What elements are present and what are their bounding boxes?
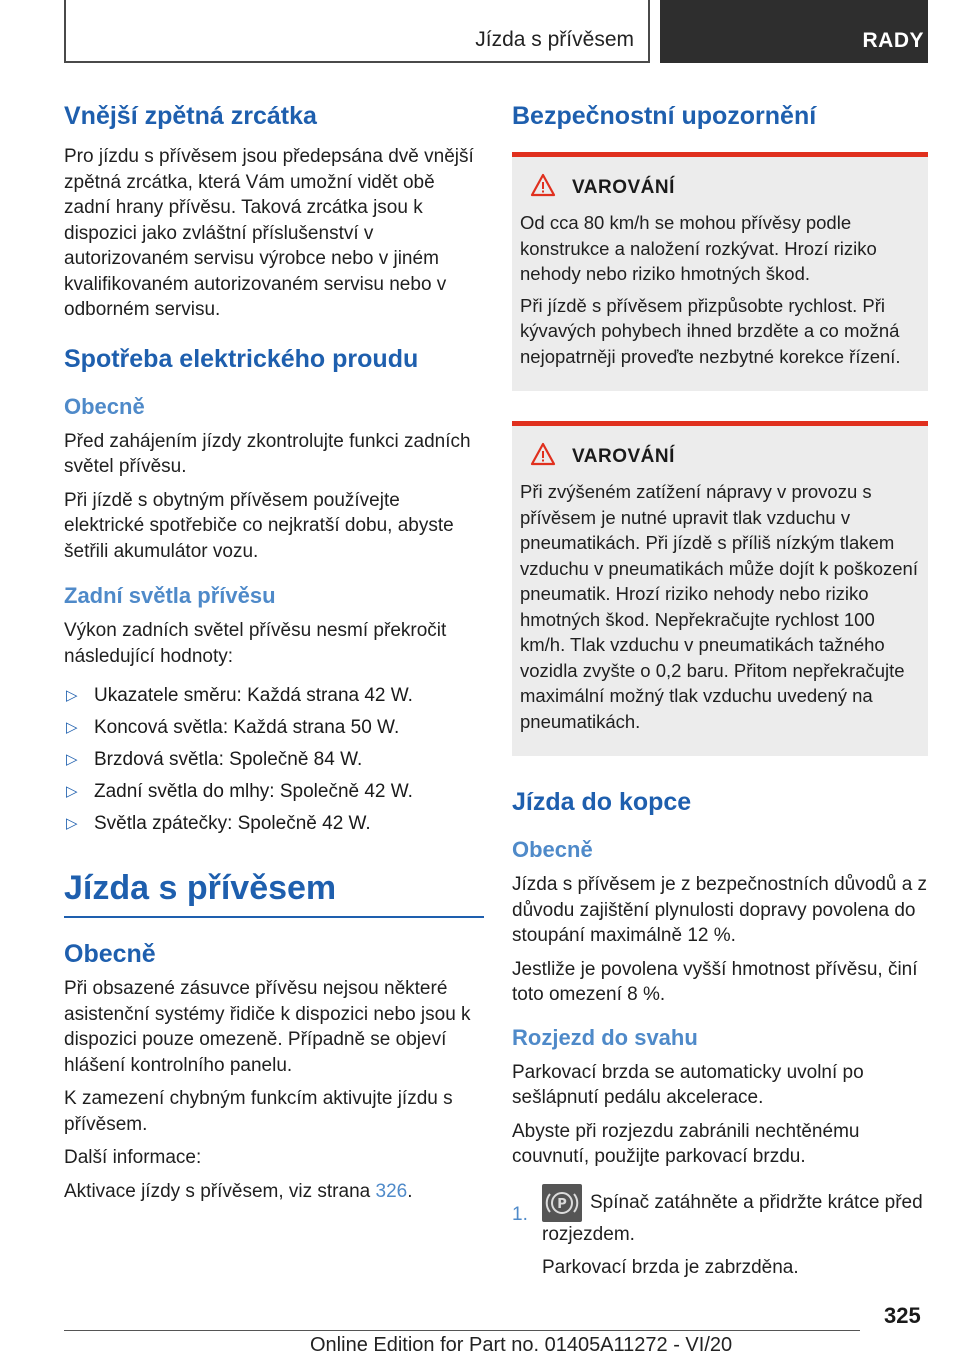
trailer-heading-block xyxy=(64,866,484,918)
header-frame xyxy=(64,0,650,63)
power-general-heading: Obecně xyxy=(64,393,145,419)
page-reference-link[interactable]: 326 xyxy=(375,1180,408,1202)
warning-label: VAROVÁNÍ xyxy=(572,176,675,198)
mirrors-heading: Vnější zpětná zrcátka xyxy=(64,102,317,130)
slope-paragraph-2: Abyste při rozjezdu zabránili nechtěnému couvnutí, použijte parkovací brzdu. xyxy=(512,1120,860,1167)
warning-box-1 xyxy=(512,152,928,391)
warning-header xyxy=(520,173,920,202)
triangle-bullet-icon: ▷ xyxy=(66,751,78,768)
step-instruction: P Spínač zatáhněte a přidržte krátce před rozjezdem. xyxy=(542,1184,928,1248)
header-title: Jízda s přívěsem xyxy=(475,28,634,51)
trailer-general-heading: Obecně xyxy=(64,940,156,968)
power-paragraph-2: Při jízdě s obytným přívěsem používejte elektrické spotřebiče co nejkratší dobu, abyste šetřili akumulátor vozu. xyxy=(64,489,454,562)
lights-heading: Zadní světla přívěsu xyxy=(64,583,276,608)
step-1 xyxy=(512,1184,928,1281)
slope-paragraph-1: Parkovací brzda se automaticky uvolní po sešlápnutí pedálu akcelerace. xyxy=(512,1061,864,1108)
warning-2-paragraph-1: Při zvýšeném zatížení nápravy v provozu s přívěsem je nutné upravit tlak vzduchu v pneumatikách. Při jízdě s příliš nízkým tlakem vzduchu v pneumatikách může dojít k poškození pneumatik. Hrozí riziko nehody nebo riziko hmotných škod. Nepřekračujte rychlost 100 km/h. Tlak vzduchu v pneumatikách tažného vozidla zvyšte o 0,2 baru. Přitom nepřekračujte maximální možný tlak vzduchu uvedený na pneumatikách. xyxy=(520,481,918,732)
list-item: ▷ Brzdová světla: Společně 84 W. xyxy=(66,749,363,770)
svg-text:P: P xyxy=(557,1196,567,1212)
power-paragraph-1: Před zahájením jízdy zkontrolujte funkci zadních světel přívěsu. xyxy=(64,430,471,477)
hill-paragraph-1: Jízda s přívěsem je z bezpečnostních důvodů a z důvodu zajištění plynulosti dopravy povolena do stoupání maximálně 12 %. xyxy=(512,874,928,946)
lights-list xyxy=(64,683,484,836)
left-column xyxy=(64,100,484,1212)
warning-1-paragraph-1: Od cca 80 km/h se mohou přívěsy podle konstrukce a naložení rozkývat. Hrozí riziko nehody nebo riziko hmotných škod. xyxy=(520,212,877,284)
warning-triangle-icon xyxy=(530,442,570,471)
trailer-paragraph-2: K zamezení chybným funkcím aktivujte jízdu s přívěsem. xyxy=(64,1088,453,1135)
trailer-paragraph-3: Další informace: xyxy=(64,1147,202,1168)
step-result: Parkovací brzda je zabrzděna. xyxy=(542,1257,799,1278)
right-column xyxy=(512,100,928,1289)
triangle-bullet-icon: ▷ xyxy=(66,719,78,736)
warning-1-paragraph-2: Při jízdě s přívěsem přizpůsobte rychlost. Při kývavých pohybech ihned brzděte a co možná nejopatrněji proveďte nezbytné korekce řízení. xyxy=(520,294,901,367)
hill-paragraph-2: Jestliže je povolena vyšší hmotnost přívěsu, činí toto omezení 8 %. xyxy=(512,958,918,1005)
trailer-paragraph-4: Aktivace jízdy s přívěsem, viz strana 326. xyxy=(64,1180,413,1202)
warning-header xyxy=(520,442,920,471)
lights-intro: Výkon zadních světel přívěsu nesmí překročit následující hodnoty: xyxy=(64,620,447,667)
slope-heading: Rozjezd do svahu xyxy=(512,1024,698,1050)
footer-rule xyxy=(64,1330,860,1331)
list-item: ▷ Zadní světla do mlhy: Společně 42 W. xyxy=(66,781,413,802)
footer-edition: Online Edition for Part no. 01405A11272 - VI/20 xyxy=(310,1334,733,1356)
page-number: 325 xyxy=(884,1303,921,1328)
trailer-heading: Jízda s přívěsem xyxy=(64,869,337,907)
safety-heading: Bezpečnostní upozornění xyxy=(512,102,817,130)
triangle-bullet-icon: ▷ xyxy=(66,783,78,800)
header-section-tab[interactable] xyxy=(660,0,928,63)
trailer-paragraph-1: Při obsazené zásuvce přívěsu nejsou některé asistenční systémy řidiče k dispozici nebo jsou k dispozici pouze omezeně. Případně se objeví hlášení kontrolního panelu. xyxy=(64,978,471,1076)
warning-box-2 xyxy=(512,421,928,756)
list-item: ▷ Koncová světla: Každá strana 50 W. xyxy=(66,717,400,738)
step-number: 1. xyxy=(512,1203,528,1225)
list-item: ▷ Ukazatele směru: Každá strana 42 W. xyxy=(66,685,413,706)
power-heading: Spotřeba elektrického proudu xyxy=(64,344,419,373)
header-tab-label: RADY xyxy=(862,29,924,52)
warning-label: VAROVÁNÍ xyxy=(572,445,675,467)
hill-general-heading: Obecně xyxy=(512,837,593,862)
triangle-bullet-icon: ▷ xyxy=(66,815,78,832)
warning-triangle-icon xyxy=(530,173,570,202)
mirrors-paragraph: Pro jízdu s přívěsem jsou předepsána dvě vnější zpětná zrcátka, která Vám umožní vidět obě zadní hrany přívěsu. Taková zrcátka jsou k dispozici jako zvláštní příslušenství v autorizovaném servisu výrobce nebo v jiném kvalifikovaném autorizovaném servisu nebo v odborném servisu. xyxy=(64,146,474,320)
triangle-bullet-icon: ▷ xyxy=(66,687,78,704)
list-item: ▷ Světla zpátečky: Společně 42 W. xyxy=(66,813,371,834)
parking-brake-switch-icon xyxy=(542,1184,582,1222)
hill-heading: Jízda do kopce xyxy=(512,788,692,816)
